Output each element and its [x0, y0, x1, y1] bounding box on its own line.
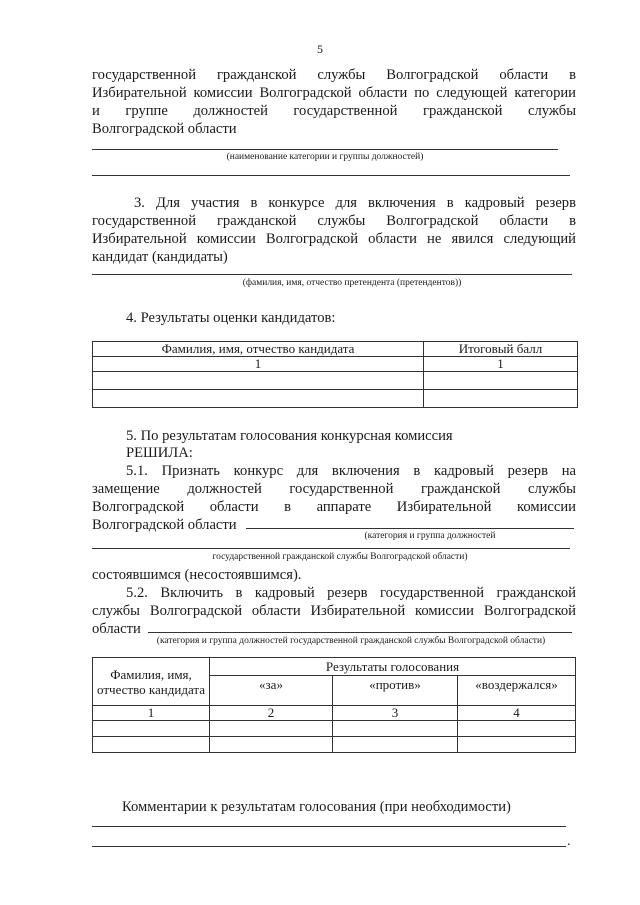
- section3-line-1: 3. Для участия в конкурсе для включения в кадровый резерв: [134, 195, 576, 211]
- candidate-fill-line: [92, 274, 572, 275]
- p52-line-3: области: [92, 621, 141, 637]
- p51-line-4: Волгоградской области: [92, 517, 237, 533]
- comments-title: Комментарии к результатам голосования (при необходимости): [122, 799, 511, 815]
- category-caption: (наименование категории и группы должностей): [226, 152, 424, 162]
- scores-table: [92, 341, 578, 408]
- section3-line-2: государственной гражданской службы Волгоградской области в: [92, 213, 576, 229]
- section5-decided: РЕШИЛА:: [126, 445, 193, 461]
- section3-line-4: кандидат (кандидаты): [92, 249, 228, 265]
- vote-number-1: 1: [93, 706, 210, 721]
- vote-number-2: 2: [210, 706, 333, 721]
- vote-header-name: Фамилия, имя, отчество кандидата: [93, 658, 210, 706]
- p52-caption: (категория и группа должностей государственной гражданской службы Волгоградской области): [156, 636, 546, 646]
- p51-fill-line-2: [92, 548, 570, 549]
- category-fill-line-2: [92, 175, 570, 176]
- table-row: [93, 390, 578, 408]
- scores-header-name: Фамилия, имя, отчество кандидата: [93, 342, 424, 357]
- intro-line-3: и группе должностей государственной гражданской службы: [92, 103, 576, 119]
- candidate-caption: (фамилия, имя, отчество претендента (претендентов)): [242, 278, 462, 288]
- section5-line-1: 5. По результатам голосования конкурсная комиссия: [126, 428, 453, 444]
- p51-line-3: Волгоградской области в аппарате Избирательной комиссии: [92, 499, 576, 515]
- comments-end-mark: .: [567, 834, 571, 849]
- p51-caption-2: государственной гражданской службы Волгоградской области): [212, 552, 468, 562]
- category-fill-line: [92, 149, 558, 150]
- p51-fill-line: [246, 528, 574, 529]
- comments-line-2: [92, 846, 566, 847]
- vote-number-4: 4: [458, 706, 576, 721]
- intro-line-4: Волгоградской области: [92, 121, 237, 137]
- vote-table: [92, 657, 576, 753]
- vote-header-results: Результаты голосования: [210, 658, 576, 676]
- table-row: [93, 721, 576, 737]
- section4-title: 4. Результаты оценки кандидатов:: [126, 310, 336, 326]
- p51-caption-1: (категория и группа должностей: [364, 531, 496, 541]
- p52-line-1: 5.2. Включить в кадровый резерв государственной гражданской: [126, 585, 576, 601]
- scores-header-score: Итоговый балл: [424, 342, 578, 357]
- page-number: 5: [317, 42, 323, 56]
- p51-line-1: 5.1. Признать конкурс для включения в кадровый резерв на: [126, 463, 576, 479]
- intro-line-1: государственной гражданской службы Волгоградской области в: [92, 67, 576, 83]
- table-row: [93, 372, 578, 390]
- p51-line-5: состоявшимся (несостоявшимся).: [92, 567, 302, 583]
- p52-fill-line: [148, 632, 572, 633]
- vote-col-abstained: «воздержался»: [458, 676, 576, 706]
- p52-line-2: службы Волгоградской области Избирательной комиссии Волгоградской: [92, 603, 576, 619]
- scores-number-2: 1: [424, 357, 578, 372]
- section3-line-3: Избирательной комиссии Волгоградской области не явился следующий: [92, 231, 576, 247]
- table-row: [93, 737, 576, 753]
- p51-line-2: замещение должностей государственной гражданской службы: [92, 481, 576, 497]
- intro-line-2: Избирательной комиссии Волгоградской области по следующей категории: [92, 85, 576, 101]
- scores-number-1: 1: [93, 357, 424, 372]
- vote-number-3: 3: [333, 706, 458, 721]
- vote-col-for: «за»: [210, 676, 333, 706]
- comments-line-1: [92, 826, 566, 827]
- vote-col-against: «против»: [333, 676, 458, 706]
